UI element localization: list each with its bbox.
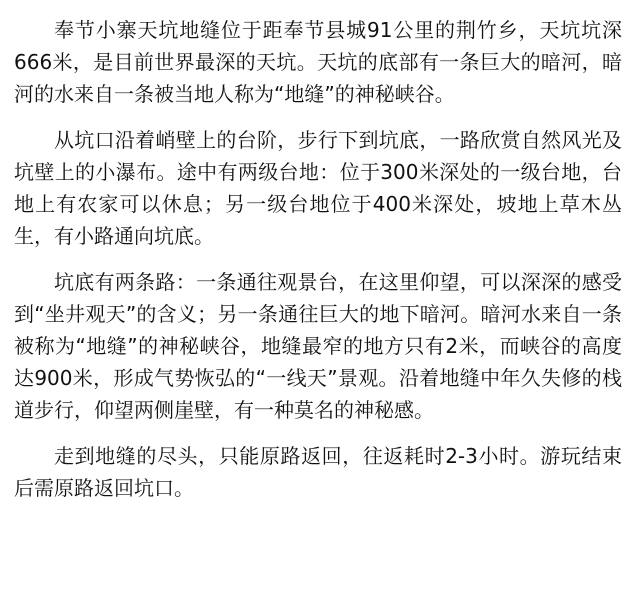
- paragraph-2: 从坑口沿着峭壁上的台阶，步行下到坑底，一路欣赏自然风光及坑壁上的小瀑布。途中有两级台地：位于300米深处的一级台地，台地上有农家可以休息；另一级台地位于400米深处，坡地上草木丛生，有小路通向坑底。: [14, 128, 622, 248]
- paragraph-3: 坑底有两条路：一条通往观景台，在这里仰望，可以深深的感受到“坐井观天”的含义；另一条通往巨大的地下暗河。暗河水来自一条被称为“地缝”的神秘峡谷，地缝最窄的地方只有2米，而峡谷的高度达900米，形成气势恢弘的“一线天”景观。沿着地缝中年久失修的栈道步行，仰望两侧崖壁，有一种莫名的神秘感。: [14, 270, 622, 422]
- paragraph-1: 奉节小寨天坑地缝位于距奉节县城91公里的荆竹乡，天坑坑深666米，是目前世界最深的天坑。天坑的底部有一条巨大的暗河，暗河的水来自一条被当地人称为“地缝”的神秘峡谷。: [14, 18, 622, 106]
- paragraph-4: 走到地缝的尽头，只能原路返回，往返耗时2-3小时。游玩结束后需原路返回坑口。: [14, 444, 622, 500]
